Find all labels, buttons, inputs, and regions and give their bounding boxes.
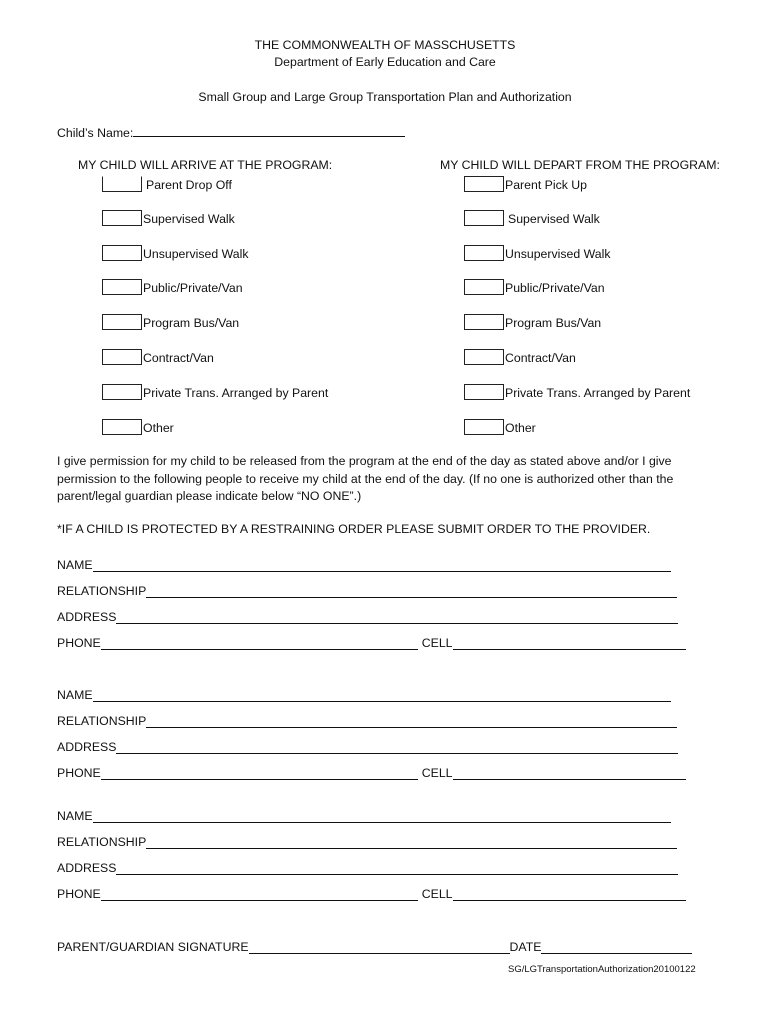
depart-option[interactable]: Other bbox=[464, 417, 536, 435]
header-commonwealth: THE COMMONWEALTH OF MASSCHUSETTS bbox=[254, 38, 516, 52]
arrive-heading: MY CHILD WILL ARRIVE AT THE PROGRAM: bbox=[78, 158, 333, 172]
child-name-label: Child’s Name: bbox=[57, 126, 134, 140]
contact-1-address-line[interactable] bbox=[116, 611, 678, 624]
arrive-checkbox[interactable] bbox=[102, 349, 142, 365]
contact-2-relationship-field[interactable]: RELATIONSHIP bbox=[57, 712, 677, 728]
arrive-checkbox[interactable] bbox=[102, 176, 142, 192]
arrive-checkbox[interactable] bbox=[102, 245, 142, 261]
contact-1-name-line[interactable] bbox=[93, 559, 671, 572]
depart-option[interactable]: Public/Private/Van bbox=[464, 277, 605, 295]
arrive-option[interactable]: Private Trans. Arranged by Parent bbox=[102, 382, 328, 400]
depart-checkbox[interactable] bbox=[464, 245, 504, 261]
arrive-checkbox[interactable] bbox=[102, 279, 142, 295]
contact-1-relationship-line[interactable] bbox=[146, 585, 677, 598]
contact-3-relationship-field[interactable]: RELATIONSHIP bbox=[57, 833, 677, 849]
arrive-checkbox[interactable] bbox=[102, 384, 142, 400]
depart-option[interactable]: Supervised Walk bbox=[464, 208, 600, 226]
contact-2-name-line[interactable] bbox=[93, 689, 671, 702]
contact-1-relationship-field[interactable]: RELATIONSHIP bbox=[57, 582, 677, 598]
arrive-checkbox[interactable] bbox=[102, 210, 142, 226]
arrive-option[interactable]: Supervised Walk bbox=[102, 208, 235, 226]
contact-3-address-line[interactable] bbox=[116, 862, 678, 875]
depart-checkbox[interactable] bbox=[464, 349, 504, 365]
child-name-field[interactable] bbox=[57, 124, 405, 140]
contact-3-name-line[interactable] bbox=[93, 810, 671, 823]
arrive-option[interactable]: Contract/Van bbox=[102, 347, 214, 365]
signature-line[interactable] bbox=[249, 941, 510, 954]
date-line[interactable] bbox=[541, 941, 692, 954]
contact-1-phone-line[interactable] bbox=[101, 637, 418, 650]
depart-heading: MY CHILD WILL DEPART FROM THE PROGRAM: bbox=[440, 158, 720, 172]
contact-3-phone-field[interactable]: PHONE CELL bbox=[57, 885, 686, 901]
arrive-option[interactable]: Public/Private/Van bbox=[102, 277, 243, 295]
depart-option[interactable]: Contract/Van bbox=[464, 347, 576, 365]
arrive-option[interactable]: Other bbox=[102, 417, 174, 435]
contact-2-cell-line[interactable] bbox=[453, 767, 686, 780]
contact-2-address-field[interactable]: ADDRESS bbox=[57, 738, 678, 754]
arrive-checkbox[interactable] bbox=[102, 419, 142, 435]
depart-option[interactable]: Unsupervised Walk bbox=[464, 243, 610, 261]
arrive-option[interactable]: Program Bus/Van bbox=[102, 312, 239, 330]
contact-3-relationship-line[interactable] bbox=[146, 836, 677, 849]
form-code: SG/LGTransportationAuthorization20100122 bbox=[508, 964, 696, 975]
contact-1-phone-field[interactable]: PHONE CELL bbox=[57, 634, 686, 650]
contact-3-address-field[interactable]: ADDRESS bbox=[57, 859, 678, 875]
depart-checkbox[interactable] bbox=[464, 314, 504, 330]
depart-option[interactable]: Program Bus/Van bbox=[464, 312, 601, 330]
signature-field[interactable]: PARENT/GUARDIAN SIGNATURE DATE bbox=[57, 938, 692, 954]
contact-1-name-field[interactable]: NAME bbox=[57, 556, 671, 572]
contact-1-address-field[interactable]: ADDRESS bbox=[57, 608, 678, 624]
contact-2-phone-line[interactable] bbox=[101, 767, 418, 780]
arrive-checkbox[interactable] bbox=[102, 314, 142, 330]
contact-3-phone-line[interactable] bbox=[101, 888, 418, 901]
depart-checkbox[interactable] bbox=[464, 419, 504, 435]
header-department: Department of Early Education and Care bbox=[274, 55, 496, 69]
depart-checkbox[interactable] bbox=[464, 279, 504, 295]
arrive-option[interactable]: Unsupervised Walk bbox=[102, 243, 248, 261]
form-title: Small Group and Large Group Transportation Plan and Authorization bbox=[198, 90, 572, 104]
contact-2-address-line[interactable] bbox=[116, 741, 678, 754]
contact-2-phone-field[interactable]: PHONE CELL bbox=[57, 764, 686, 780]
depart-option[interactable]: Parent Pick Up bbox=[464, 174, 587, 192]
contact-2-relationship-line[interactable] bbox=[146, 715, 677, 728]
depart-checkbox[interactable] bbox=[464, 384, 504, 400]
contact-3-name-field[interactable]: NAME bbox=[57, 807, 671, 823]
depart-checkbox[interactable] bbox=[464, 176, 504, 192]
restraining-order-notice: *IF A CHILD IS PROTECTED BY A RESTRAINING ORDER PLEASE SUBMIT ORDER TO THE PROVIDER. bbox=[57, 522, 651, 536]
contact-2-name-field[interactable]: NAME bbox=[57, 686, 671, 702]
child-name-line[interactable] bbox=[133, 124, 405, 137]
depart-checkbox[interactable] bbox=[464, 210, 504, 226]
arrive-option[interactable]: Parent Drop Off bbox=[102, 174, 232, 192]
contact-3-cell-line[interactable] bbox=[453, 888, 686, 901]
contact-1-cell-line[interactable] bbox=[453, 637, 686, 650]
depart-option[interactable]: Private Trans. Arranged by Parent bbox=[464, 382, 690, 400]
permission-paragraph: I give permission for my child to be released from the program at the end of the day as stated above and/or I give permission to the following people to receive my child at the end of the day. (If no one is authorized other than the parent/legal guardian please indicate below “NO ONE”.) bbox=[57, 454, 674, 503]
